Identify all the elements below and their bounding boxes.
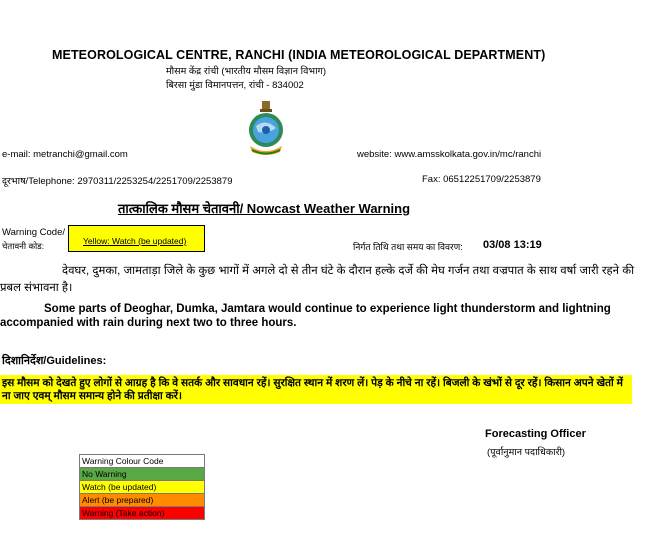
warning-colour-legend xyxy=(79,454,205,520)
issue-time-label: निर्गत तिथि तथा समय का विवरण: xyxy=(353,242,463,252)
telephone-text: दूरभाष/Telephone: 2970311/2253254/2251709/2253879 xyxy=(2,176,233,187)
guidelines-heading: दिशानिर्देश/Guidelines: xyxy=(2,355,107,367)
legend-item-no-warning: No Warning xyxy=(80,468,205,481)
legend-item-watch: Watch (be updated) xyxy=(80,481,205,494)
fax-text: Fax: 06512251709/2253879 xyxy=(422,174,541,185)
website-link[interactable]: website: www.amsskolkata.gov.in/mc/ranchi xyxy=(357,149,542,160)
warning-code-label: Warning Code/ xyxy=(2,227,66,238)
imd-emblem-icon xyxy=(242,100,290,158)
legend-header: Warning Colour Code xyxy=(80,455,205,468)
centre-title: METEOROLOGICAL CENTRE, RANCHI (INDIA METEOROLOGICAL DEPARTMENT) xyxy=(52,48,546,62)
forecasting-officer-title: Forecasting Officer xyxy=(485,428,586,440)
forecast-hindi: देवघर, दुमका, जामताड़ा जिले के कुछ भागों में अगले दो से तीन घंटे के दौरान हल्के दर्जे की मेघ गर्जन तथा वज्रपात के साथ वर्षा जारी रहने की प्रबल संभावना है। xyxy=(0,265,635,294)
legend-item-alert: Alert (be prepared) xyxy=(80,494,205,507)
warning-code-value: Yellow: Watch (be updated) xyxy=(68,225,205,252)
warning-code-label-hindi: चेतावनी कोड: xyxy=(2,241,45,251)
imd-emblem-logo xyxy=(242,100,290,158)
legend-item-warning: Warning (Take action) xyxy=(80,507,205,520)
guidelines-text: इस मौसम को देखते हुए लोगों से आग्रह है कि वे सतर्क और सावधान रहें। सुरक्षित स्थान में शरण लें। पेड़ के नीचे ना रहें। बिजली के खंभों से दूर रहें। किसान अपने खेतों में ना जाए एवम् मौसम समान्य होने की प्रतीक्षा करें। xyxy=(0,375,632,404)
centre-title-hindi: मौसम केंद्र रांची (भारतीय मौसम विज्ञान विभाग) xyxy=(166,66,327,77)
email-text: e-mail: metranchi@gmail.com xyxy=(2,149,128,160)
issue-time-value: 03/08 13:19 xyxy=(483,239,542,251)
centre-address: बिरसा मुंडा विमानपत्तन, रांची - 834002 xyxy=(166,80,304,91)
nowcast-heading: तात्कालिक मौसम चेतावनी/ Nowcast Weather Warning xyxy=(118,201,411,216)
forecasting-officer-title-hindi: (पूर्वानुमान पदाधिकारी) xyxy=(487,447,566,458)
forecast-english: Some parts of Deoghar, Dumka, Jamtara would continue to experience light thunderstorm and lightning accompanied with rain during next two to three hours. xyxy=(0,303,611,329)
